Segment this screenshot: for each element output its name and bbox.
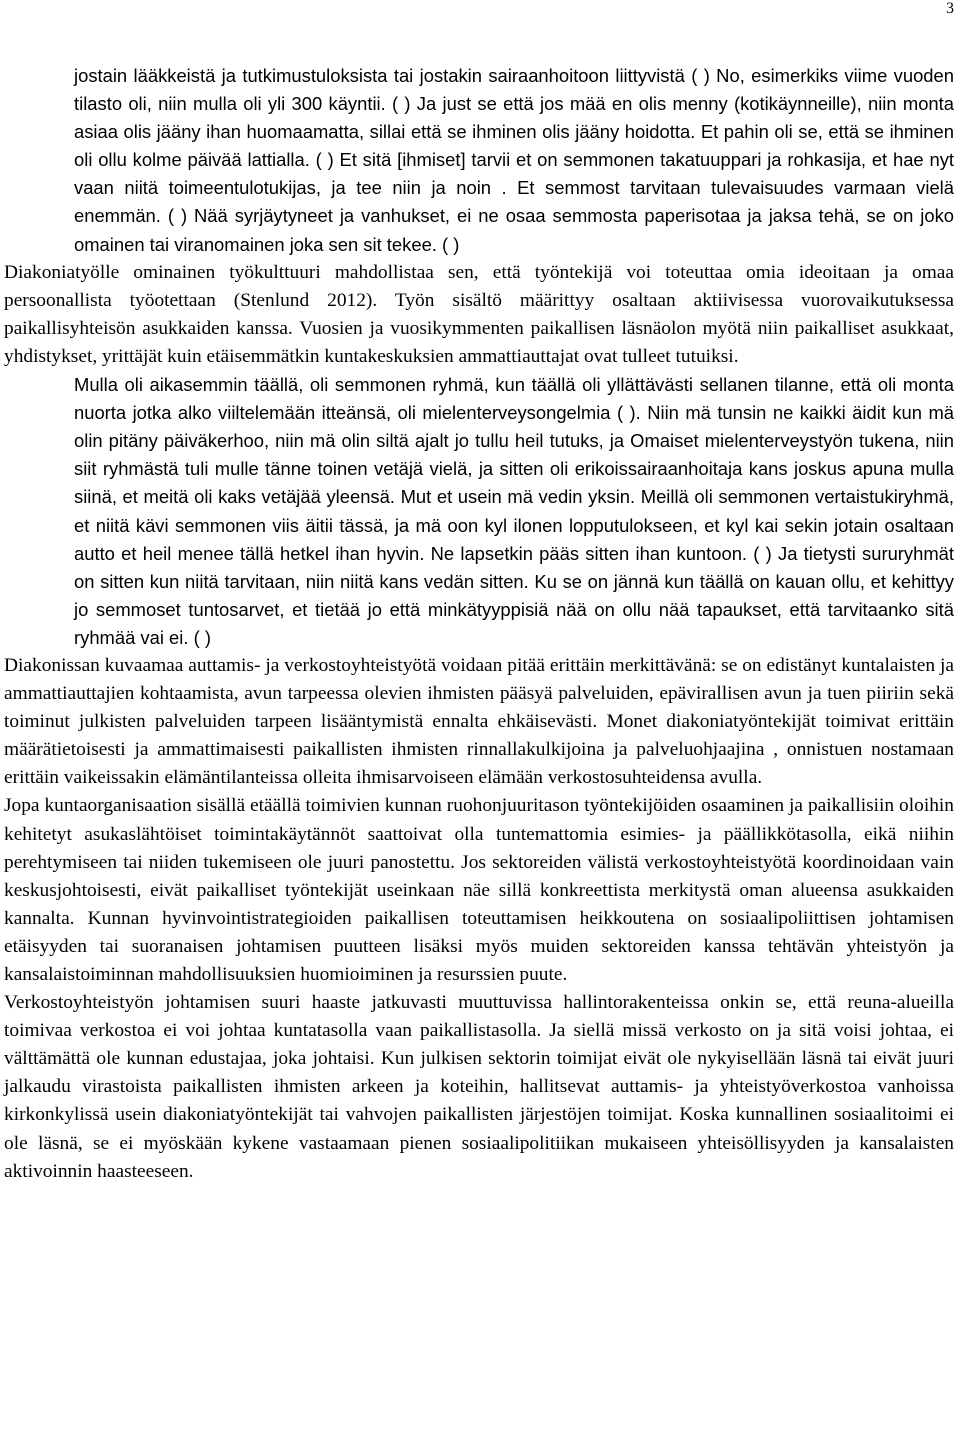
body-paragraph-4: Verkostoyhteistyön johtamisen suuri haaste jatkuvasti muuttuvissa hallintorakenteissa onkin se, että reuna-alueilla toimivaa verkostoa ei voi johtaa kuntatasolla vaan paikallistasolla. Ja siellä missä verkosto on ja sitä voisi johtaa, ei välttämättä ole kunnan edustajaa, joka johtaisi. Kun julkisen sektorin toimijat eivät ole nykyisellään läsnä tai eivät juuri jalkaudu virastoista paikallisten ihmisten arkeen ja koteihin, hallitsevat auttamis- ja yhteistyöverkostoa vanhoissa kirkonkylissä usein diakoniatyöntekijät tai vahvojen paikallisten järjestöjen toimijat. Koska kunnallinen sosiaalitoimi ei ole läsnä, se ei myöskään kykene vastaamaan pienen sosiaalipolitiikan mukaiseen yhteisöllisyyden ja kansalaisten aktivoinnin haasteeseen. <box>4 992 954 1182</box>
interview-quote-1: jostain lääkkeistä ja tutkimustuloksista tai jostakin sairaanhoitoon liittyvistä ( ) No, esimerkiks viime vuoden tilasto oli, niin mulla oli yli 300 käyntii. ( ) Ja just se että jos mää en olis menny (kotikäynneille), niin monta asiaa olis jääny ihan huomaamatta, sillai että se ihminen olis jääny hoidotta. Et pahin oli se, että se ihminen oli ollu kolme päivää lattialla. ( ) Et sitä [ihmiset] tarvii et on semmonen takatuuppari ja rohkasija, et hae nyt vaan niitä toimeentulotukijas, ja tee niin ja noin . Et semmost tarvitaan tulevaisuudes varmaan vielä enemmän. ( ) Nää syrjäytyneet ja vanhukset, ei ne osaa semmosta paperisotaa ja jaksa tehä, se on joko omainen tai viranomainen joka sen sit tekee. ( ) <box>74 65 954 255</box>
document-body <box>4 62 954 1186</box>
page-number: 3 <box>946 0 954 17</box>
body-paragraph-1: Diakoniatyölle ominainen työkulttuuri mahdollistaa sen, että työntekijä voi toteuttaa omia ideoitaan ja omaa persoonallista työotettaan (Stenlund 2012). Työn sisältö määrittyy osaltaan aktiivisessa vuorovaikutuksessa paikallisyhteisön asukkaiden kanssa. Vuosien ja vuosikymmenten paikallisen läsnäolon myötä niin paikalliset asukkaat, yhdistykset, yrittäjät kuin etäisemmätkin kuntakeskuksien ammattiauttajat ovat tulleet tutuiksi. <box>4 261 954 367</box>
interview-quote-2: Mulla oli aikasemmin täällä, oli semmonen ryhmä, kun täällä oli yllättävästi sellanen tilanne, että oli monta nuorta jotka alko viiltelemään itteänsä, oli mielenterveysongelmia ( ). Niin mä tunsin ne kaikki äidit kun mä olin pitäny päiväkerhoo, niin mä olin siltä ajalt jo tullu heil tutuks, ja Omaiset mielenterveystyön tukena, niin siit ryhmästä tuli mulle tänne toinen vetäjä vielä, ja sitten oli erikoissairaanhoitaja kans joskus apuna mulla siinä, et meitä oli kaks vetäjää yleensä. Mut et usein mä vedin yksin. Meillä oli semmonen vertaistukiryhmä, et niitä kävi semmonen viis äitii tässä, ja mä oon kyl ilonen lopputulokseen, et kyl kai sekin jotain osaltaan autto et heil menee tällä hetkel ihan hyvin. Ne lapsetkin pääs sitten ihan kuntoon. ( ) Ja tietysti sururyhmät on sitten kun niitä tarvitaan, niin niitä kans vedän sitten. Ku se on jännä kun täällä on kauan ollu, et kehittyy jo semmoset tuntosarvet, et tietää jo että minkätyyppisiä nää on ollu nää tapaukset, että tarvitaanko sitä ryhmää vai ei. ( ) <box>74 374 954 648</box>
body-paragraph-2: Diakonissan kuvaamaa auttamis- ja verkostoyhteistyötä voidaan pitää erittäin merkittävänä: se on edistänyt kuntalaisten ja ammattiauttajien kohtaamista, avun tarpeessa olevien ihmisten pääsyä palveluiden, epävirallisen avun ja tuen piiriin sekä toiminut julkisten palveluiden tarpeen lisääntymistä ennalta ehkäisevästi. Monet diakoniatyöntekijät toimivat erittäin määrätietoisesti ja ammattimaisesti paikallisten ihmisten rinnallakulkijoina ja palveluohjaajina , onnistuen nostamaan erittäin vaikeissakin elämäntilanteissa olleita ihmisarvoiseen elämään verkostosuhteidensa avulla. <box>4 654 954 789</box>
body-paragraph-3: Jopa kuntaorganisaation sisällä etäällä toimivien kunnan ruohonjuuritason työntekijöiden osaaminen ja paikallisiin oloihin kehitetyt asukaslähtöiset toimintakäytännöt saattoivat olla tuntemattomia esimies- ja päällikkötasolla, eikä niihin perehtymiseen tai niiden tukemiseen ole juuri panostettu. Jos sektoreiden välistä verkostoyhteistyötä koordinoidaan vain keskusjohtoisesti, eivät paikalliset työntekijät useinkaan näe sillä konkreettista merkitystä oman alueensa asukkaiden kannalta. Kunnan hyvinvointistrategioiden paikallisen toteuttamisen heikkoutena on sosiaalipoliittisen johtamisen etäisyyden tai suoranaisen johtamisen puutteen lisäksi myös muiden sektoreiden kanssa tehtävän yhteistyön ja kansalaistoiminnan mahdollisuuksien huomioiminen ja resurssien puute. <box>4 795 954 985</box>
